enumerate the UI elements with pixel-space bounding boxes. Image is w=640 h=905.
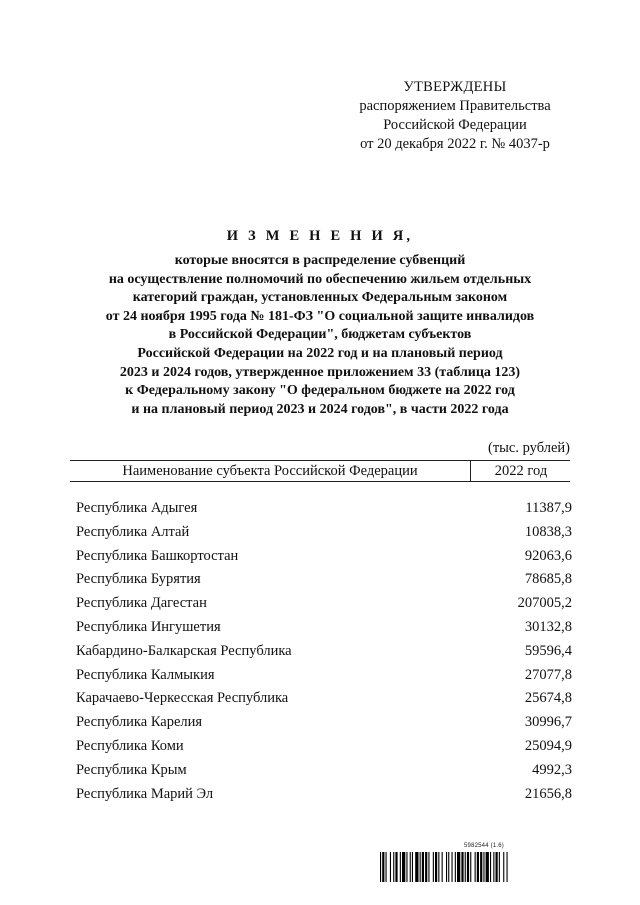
region-name: Республика Адыгея	[76, 500, 198, 516]
table-row	[76, 642, 572, 666]
approval-block	[330, 78, 580, 154]
column-header-name: Наименование субъекта Российской Федерации	[122, 463, 418, 479]
table-row	[76, 666, 572, 690]
subtitle-line: на осуществление полномочий по обеспечению жильем отдельных	[108, 271, 532, 287]
region-name: Республика Карелия	[76, 714, 203, 731]
region-name: Республика Калмыкия	[76, 666, 215, 683]
region-value: 21656,8	[524, 785, 572, 802]
region-value: 11387,9	[525, 500, 572, 516]
subtitle-line: 2023 и 2024 годов, утвержденное приложением 33 (таблица 123)	[119, 364, 521, 380]
subtitle-line: в Российской Федерации", бюджетам субъектов	[168, 327, 472, 343]
region-name: Республика Дагестан	[76, 595, 207, 612]
region-value: 4992,3	[532, 761, 572, 778]
table-row	[76, 761, 572, 785]
region-value: 25674,8	[524, 690, 572, 707]
table-row	[76, 689, 572, 713]
region-value: 78685,8	[524, 571, 572, 588]
region-value: 207005,2	[517, 595, 572, 612]
region-value: 92063,6	[524, 547, 572, 564]
subtitle-line: Российской Федерации на 2022 год и на плановый период	[137, 345, 503, 361]
column-header-year: 2022 год	[494, 463, 548, 479]
approval-line-2: Российской Федерации	[383, 117, 527, 133]
region-value: 10838,3	[524, 523, 572, 540]
table-row	[76, 618, 572, 642]
region-value: 27077,8	[524, 666, 572, 683]
column-divider	[470, 461, 471, 481]
region-value: 30132,8	[524, 618, 572, 635]
region-value: 25094,9	[524, 737, 572, 754]
subtitle-line: к Федеральному закону "О федеральном бюджете на 2022 год	[125, 383, 515, 399]
document-title: И З М Е Н Е Н И Я,	[226, 228, 414, 244]
region-value: 59596,4	[524, 642, 572, 659]
subtitle-line: которые вносятся в распределение субвенций	[174, 253, 466, 268]
region-name: Республика Коми	[76, 737, 184, 754]
document-subtitle	[40, 252, 600, 419]
region-name: Республика Крым	[76, 761, 187, 778]
region-name: Республика Ингушетия	[76, 618, 221, 635]
table-row	[76, 785, 572, 809]
region-name: Республика Марий Эл	[76, 785, 214, 802]
subtitle-line: категорий граждан, установленных Федеральным законом	[132, 290, 508, 306]
table-row	[76, 594, 572, 618]
approval-title: УТВЕРЖДЕНЫ	[403, 79, 507, 95]
table-row	[76, 713, 572, 737]
table-row	[76, 737, 572, 761]
units-label: (тыс. рублей)	[488, 440, 570, 456]
table-row	[76, 570, 572, 594]
table-row	[76, 547, 572, 571]
region-name: Республика Башкортостан	[76, 547, 239, 564]
region-name: Республика Алтай	[76, 523, 190, 540]
approval-line-1: распоряжением Правительства	[359, 98, 551, 114]
region-name: Республика Бурятия	[76, 571, 201, 588]
table-header	[70, 460, 570, 482]
document-heading	[40, 228, 600, 419]
barcode-image	[380, 852, 574, 882]
subtitle-line: и на плановый период 2023 и 2024 годов", в части 2022 года	[131, 401, 509, 417]
approval-line-3: от 20 декабря 2022 г. № 4037-р	[360, 136, 550, 152]
table-row	[76, 523, 572, 547]
subtitle-line: от 24 ноября 1995 года № 181-ФЗ "О социальной защите инвалидов	[105, 308, 535, 324]
barcode-number: 5982544 (1.6)	[464, 843, 504, 849]
region-name: Карачаево-Черкесская Республика	[76, 690, 289, 707]
region-name: Кабардино-Балкарская Республика	[76, 642, 292, 659]
table-body	[76, 499, 572, 808]
region-value: 30996,7	[524, 714, 572, 731]
table-row	[76, 499, 572, 523]
